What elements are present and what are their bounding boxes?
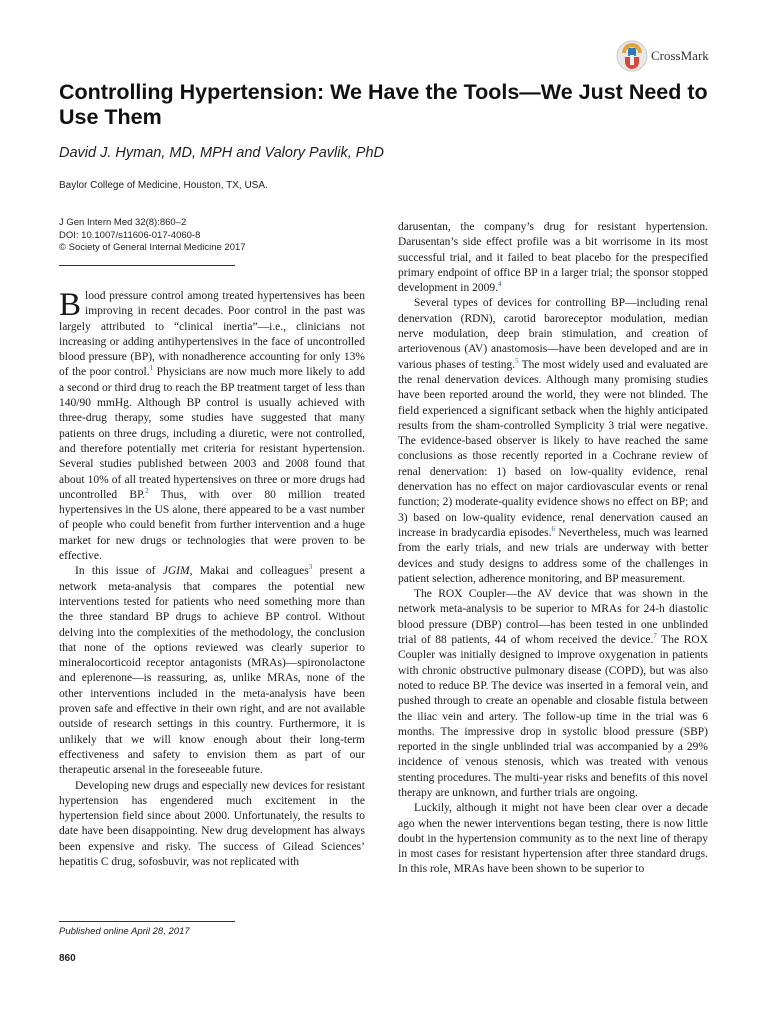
author-affiliation: Baylor College of Medicine, Houston, TX, USA. bbox=[59, 180, 268, 191]
crossmark-label: CrossMark bbox=[651, 48, 709, 63]
reference-link[interactable]: 6 bbox=[551, 525, 555, 534]
drop-cap: B bbox=[59, 287, 82, 323]
journal-name: JGIM bbox=[162, 565, 190, 578]
page-number: 860 bbox=[59, 953, 76, 964]
paragraph: Luckily, although it might not have been clear over a decade ago when the newer interventions began testing, there is now little doubt in the hypertension community as to the next line of therapy in most cases for resistant hypertension after three standard drugs. In this role, MRAs have been shown to be superior to bbox=[398, 802, 708, 876]
reference-link[interactable]: 4 bbox=[497, 280, 502, 289]
reference-link[interactable]: 3 bbox=[308, 563, 313, 572]
body-column-left bbox=[59, 289, 365, 870]
doi-link[interactable]: DOI: 10.1007/s11606-017-4060-8 bbox=[59, 229, 201, 241]
crossmark-badge[interactable] bbox=[616, 40, 709, 72]
crossmark-icon bbox=[616, 40, 648, 72]
reference-link[interactable]: 7 bbox=[653, 632, 657, 641]
paragraph: Several types of devices for controlling BP—including renal denervation (RDN), carotid baroreceptor modulation, median nerve modulation, deep brain stimulation, and creation of arteriovenous (AV) anastomosis—have been developed and are in various phases of testing.$^5$ The most widely used and evaluated are the renal denervation devices. Although many promising studies have been reported around the world, they were not blinded. The field experienced a significant setback when the highly anticipated results from the sham-controlled Symplicity 3 trial were negative. The evidence-based observer is likely to have reached the same conclusions as those recently reported in a Cochrane review of renal denervation: 1) based on low-quality evidence, renal denervation has no effect on major cardiovascular events or renal function; 2) moderate-quality evidence shows no effect on BP; and 3) based on low-quality evidence, renal denervation caused an increase in bradycardia episodes.$^6$ Nevertheless, much was learned from the early trials, and new trials are underway with better devices and study designs to address some of the challenges in patient selection, adherence monitoring, and BP measurement. bbox=[398, 297, 708, 585]
paragraph: Blood pressure control among treated hypertensives has been improving in recent decades. Poor control in the past was largely attributed to “clinical inertia”—i.e., clinicians not increasing or adding antihypertensives in the face of uncontrolled blood pressure (BP), with nonadherence accounting for only 13% of the poor control.$^1$ Physicians are now much more likely to add a second or third drug to reach the BP treatment target of less than 140/90 mmHg. Although BP control is usually achieved with three-drug therapy, some studies have suggested that many patients on three drugs, including a diuretic, were not controlled, and therefore potentially met criteria for resistant hypertension. Several studies published between 2003 and 2008 found that about 10% of all treated hypertensives on three or more drugs had uncontrolled BP.$^2$ Thus, with over 80 million treated hypertensives in the US alone, there appeared to be a vast number of people who could benefit from further intervention and a huge market for new drugs or technologies that were proven to be effective. bbox=[59, 287, 365, 563]
paragraph: darusentan, the company’s drug for resistant hypertension. Darusentan’s side effect profile was a bit worrisome in its most successful trial, and it failed to beat placebo for the prespecified primary endpoint of office BP in a larger trial; the sponsor stopped development in 2009.$^4$ bbox=[398, 221, 708, 295]
reference-link[interactable]: 5 bbox=[515, 356, 519, 365]
journal-citation: J Gen Intern Med 32(8):860–2 bbox=[59, 217, 187, 228]
article-authors: David J. Hyman, MD, MPH and Valory Pavlik, PhD bbox=[59, 145, 385, 161]
header-divider bbox=[59, 265, 235, 266]
article-title: Controlling Hypertension: We Have the Tools—We Just Need to Use Them bbox=[59, 80, 708, 129]
article-metadata bbox=[59, 217, 246, 255]
reference-link[interactable]: 2 bbox=[145, 487, 149, 496]
published-date: Published online April 28, 2017 bbox=[59, 926, 190, 937]
paragraph: The ROX Coupler—the AV device that was shown in the network meta-analysis to be superior to MRAs for 24-h diastolic blood pressure (DBP) control—has been tested in one unblinded trial of 88 patients, 44 of whom received the device.$^7$ The ROX Coupler was initially designed to improve oxygenation in patients with chronic obstructive pulmonary disease (COPD), but was also noted to reduce BP. The device was inserted in a femoral vein, and pushed through to create an openable and closable fistula between the iliac vein and artery. The follow-up time in the trial was 6 months. The impressive drop in systolic blood pressure (SBP) reported in the single unblinded trial was accompanied by a 29% incidence of venous stenosis, which was treated with venous stenting procedures. The multi-year risks and benefits of this novel therapy are unknown, and further trials are ongoing. bbox=[398, 588, 708, 799]
body-column-right bbox=[398, 220, 708, 878]
copyright-notice: © Society of General Internal Medicine 2017 bbox=[59, 242, 246, 253]
reference-link[interactable]: 1 bbox=[149, 364, 154, 373]
paragraph: Developing new drugs and especially new devices for resistant hypertension has engendered much excitement in the hypertension field since about 2000. Unfortunately, the results to date have been disappointing. New drug development has always been expensive and risky. The success of Gilead Sciences’ hepatitis C drug, sofosbuvir, was not replicated with bbox=[59, 779, 365, 868]
footer-divider bbox=[59, 921, 235, 922]
paragraph: In this issue of JGIM, Makai and colleagues$^3$ present a network meta-analysis that compares the potential new interventions tested for patients who need something more than the three standard BP drugs to achieve BP control. Without delving into the complexities of the methodology, the conclusion that none of the options reviewed was clearly superior to mineralocorticoid receptor antagonists (MRAs)—spironolactone and eplerenone—is reassuring, as, unlike MRAs, none of the other interventions included in the meta-analysis have been proven safe and effective in their own right, and are not available outside of research settings in this country. Furthermore, it is unlikely that we will know enough about their long-term effectiveness and safety to envision them as part of our therapeutic arsenal in the foreseeable future. bbox=[59, 563, 365, 777]
